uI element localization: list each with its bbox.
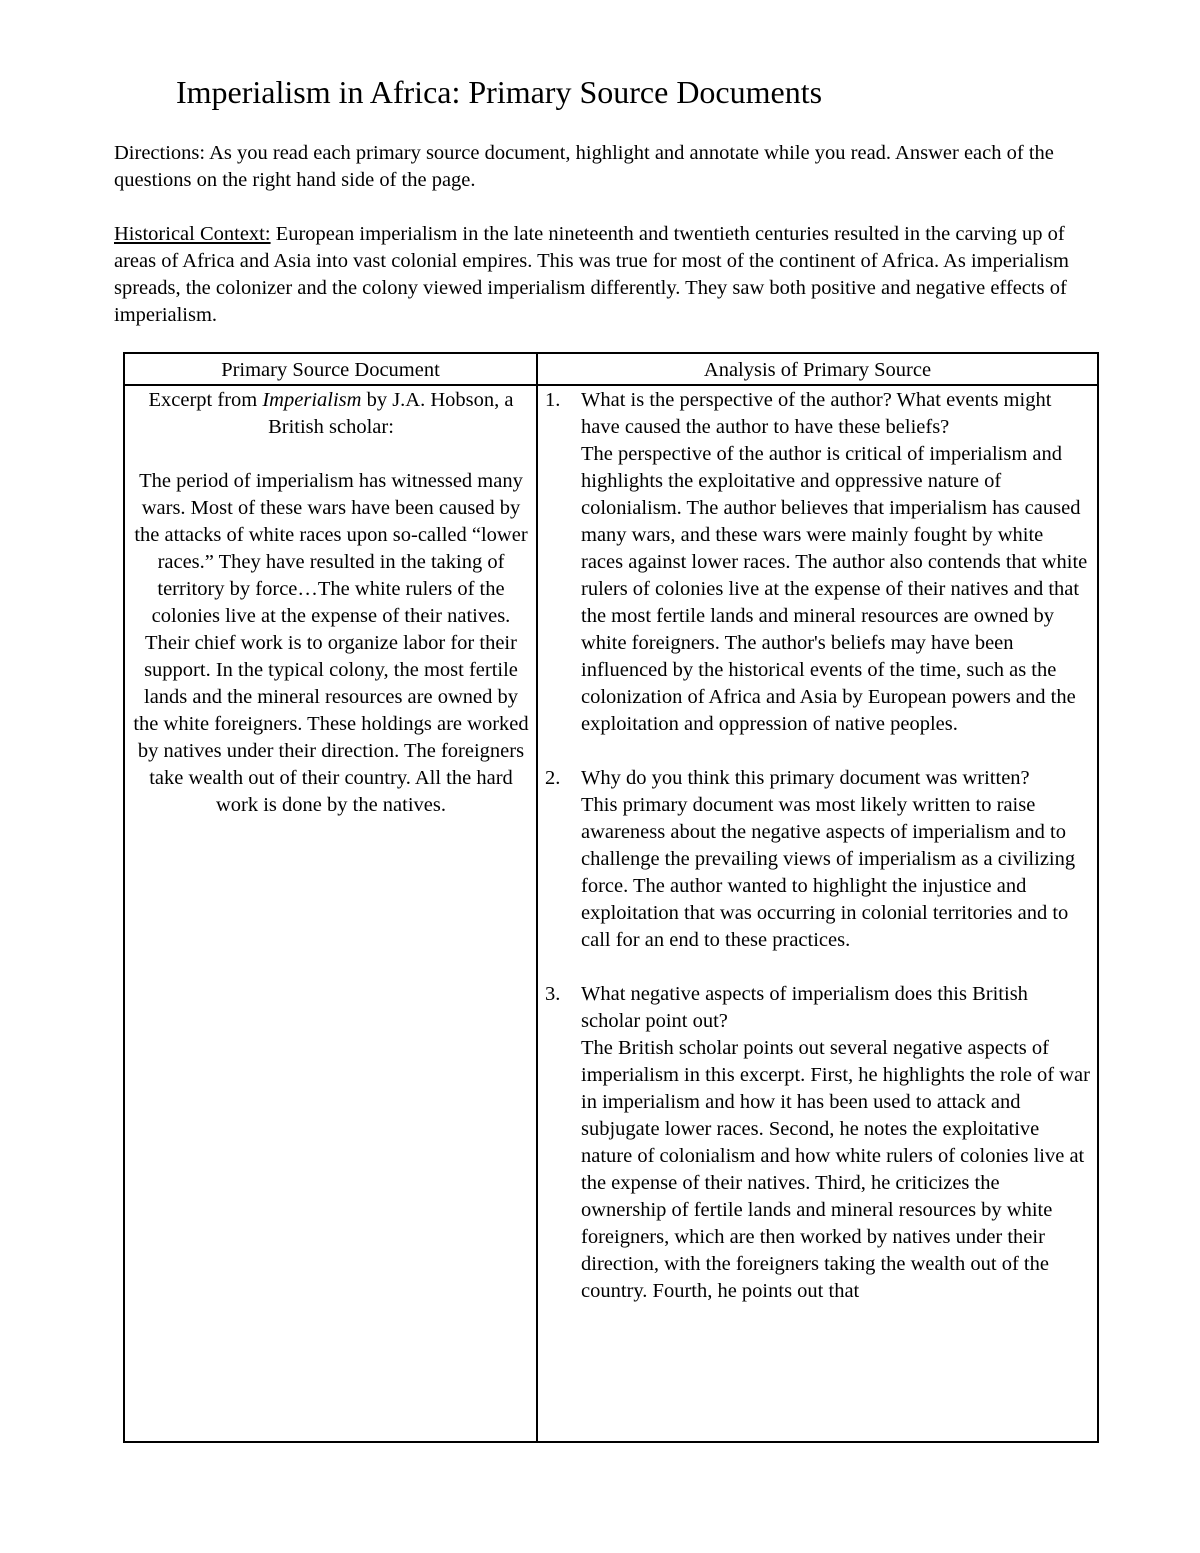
- source-intro-before: Excerpt from: [148, 389, 263, 411]
- historical-context-text: European imperialism in the late nineteenth and twentieth centuries resulted in the carving up of areas of Africa and Asia into vast colonial empires. This was true for most of the continent of Africa. As imperialism spreads, the colonizer and the colony viewed imperialism differently. They saw both positive and negative effects of imperialism.: [114, 223, 1069, 326]
- source-intro-after: by J.A. Hobson, a British scholar:: [268, 389, 514, 438]
- question-number: 3.: [545, 983, 561, 1005]
- question-text: Why do you think this primary document was written?: [581, 767, 1030, 789]
- question-text: What negative aspects of imperialism does this British scholar point out?: [581, 983, 1028, 1032]
- question-item: [545, 765, 1090, 954]
- answer-text: This primary document was most likely written to raise awareness about the negative aspects of imperialism and to challenge the prevailing views of imperialism as a civilizing force. The author wanted to highlight the injustice and exploitation that was occurring in colonial territories and to call for an end to these practices.: [581, 794, 1076, 951]
- analysis-table: [123, 352, 1099, 1443]
- directions-text: Directions: As you read each primary source document, highlight and annotate while you read. Answer each of the questions on the right hand side of the page.: [114, 142, 1054, 191]
- header-analysis: Analysis of Primary Source: [703, 359, 932, 381]
- primary-source-cell: [131, 387, 531, 819]
- analysis-cell: [545, 387, 1090, 1332]
- column-divider: [536, 354, 538, 1441]
- historical-context: [114, 221, 1104, 329]
- answer-text: The British scholar points out several negative aspects of imperialism in this excerpt. First, he highlights the role of war in imperialism and how it has been used to attack and subjugate lower races. Second, he notes the exploitative nature of colonialism and how white rulers of colonies live at the expense of their natives. Third, he criticizes the ownership of fertile lands and mineral resources by white foreigners, which are then worked by natives under their direction, with the foreigners taking the wealth out of the country. Fourth, he points out that: [581, 1037, 1090, 1302]
- source-book-title: Imperialism: [262, 389, 362, 411]
- source-intro: [131, 387, 531, 441]
- answer-text: The perspective of the author is critical of imperialism and highlights the exploitative and oppressive nature of colonialism. The author believes that imperialism has caused many wars, and these wars were mainly fought by white races against lower races. The author also contends that white rulers of colonies live at the expense of their natives and that the most fertile lands and mineral resources are owned by white foreigners. The author's beliefs may have been influenced by the historical events of the time, such as the colonization of Africa and Asia by European powers and the exploitation and oppression of native peoples.: [581, 443, 1088, 735]
- question-number: 2.: [545, 767, 561, 789]
- question-item: [545, 387, 1090, 738]
- question-number: 1.: [545, 389, 561, 411]
- question-text: What is the perspective of the author? What events might have caused the author to have these beliefs?: [581, 389, 1052, 438]
- header-primary-source: Primary Source Document: [221, 359, 440, 381]
- source-excerpt: The period of imperialism has witnessed many wars. Most of these wars have been caused by the attacks of white races upon so-called “lower races.” They have resulted in the taking of territory by force…The white rulers of the colonies live at the expense of their natives. Their chief work is to organize labor for their support. In the typical colony, the most fertile lands and the mineral resources are owned by the white foreigners. These holdings are worked by natives under their direction. The foreigners take wealth out of their country. All the hard work is done by the natives.: [133, 470, 529, 816]
- spacer: [131, 441, 531, 468]
- historical-context-label: Historical Context:: [114, 223, 271, 245]
- question-item: [545, 981, 1090, 1305]
- header-divider: [125, 384, 1097, 386]
- document-title: Imperialism in Africa: Primary Source Documents: [176, 74, 823, 110]
